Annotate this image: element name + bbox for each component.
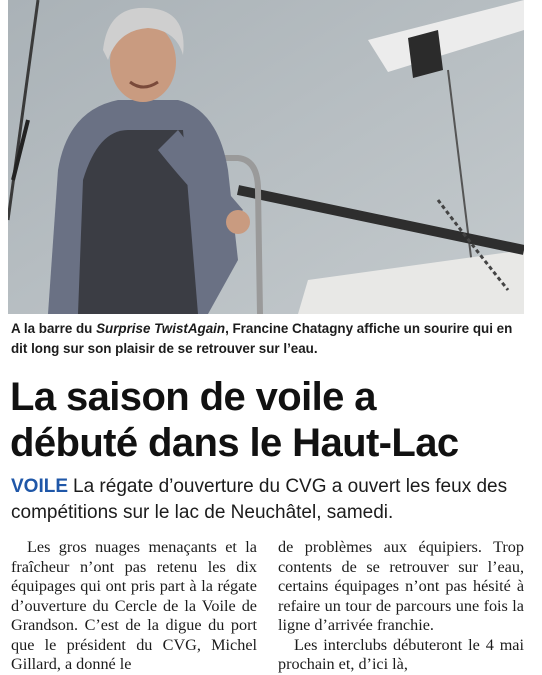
article-photo	[8, 0, 524, 314]
photo-caption	[11, 319, 526, 359]
body-paragraph: de problèmes aux équipiers. Trop contents de se retrouver sur l’eau, certains équipages n’ont pas hésité à refaire un tour de parcours une fois la ligne d’arrivée franchie.	[278, 538, 524, 634]
caption-boat-name: Surprise TwistAgain	[96, 321, 226, 336]
sailor-photo-illustration	[8, 0, 524, 314]
body-paragraph: Les interclubs débuteront le 4 mai prochain et, d’ici là,	[278, 635, 524, 673]
headline-line-1: La saison de voile a	[10, 375, 376, 419]
article-lead	[11, 474, 536, 526]
lead-text: La régate d’ouverture du CVG a ouvert les feux des compétitions sur le lac de Neuchâtel, samedi.	[11, 476, 508, 523]
section-kicker: VOILE	[11, 476, 69, 497]
article-headline	[10, 374, 535, 466]
headline-line-2: débuté dans le Haut-Lac	[10, 421, 459, 465]
body-paragraph: Les gros nuages menaçants et la fraîcheur n’ont pas retenu les dix équipages qui ont pris part à la régate d’ouverture du Cercle de la Voile de Grandson. C’est de la digue du port que le président du CVG, Michel Gillard, a donné le	[11, 538, 257, 673]
caption-prefix: A la barre du	[11, 321, 97, 336]
body-column-1	[11, 538, 257, 675]
caption-text: , Francine Chatagny affiche un sourire qui en dit long sur son plaisir de se retrouver sur l’eau.	[11, 321, 513, 356]
body-column-2	[278, 538, 524, 675]
